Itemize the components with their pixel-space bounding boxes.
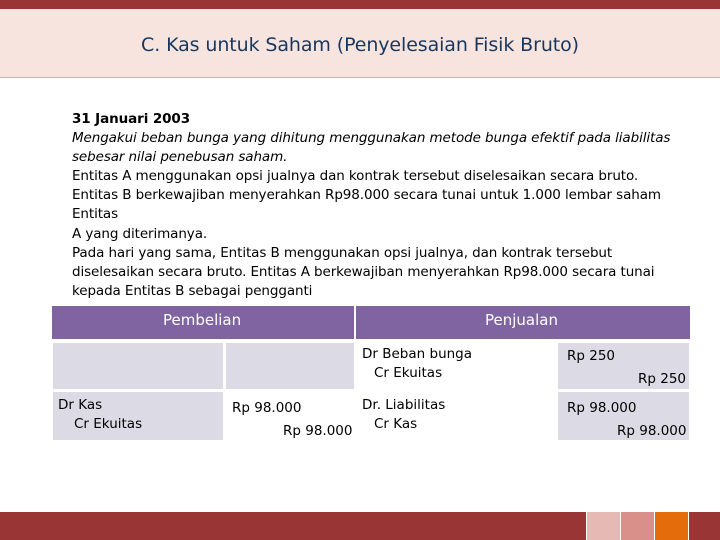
header-penjualan-label: Penjualan <box>485 311 558 329</box>
body-line-3: Entitas <box>72 206 119 223</box>
footer-block-dark-red <box>689 512 720 540</box>
row1-penjualan-cr: Cr Ekuitas <box>374 365 443 381</box>
row2-pembelian-debit: Rp 98.000 <box>232 400 302 416</box>
row2-pembelian-credit: Rp 98.000 <box>283 423 353 439</box>
header-pembelian-label: Pembelian <box>163 311 242 329</box>
row1-penjualan-credit: Rp 250 <box>638 371 687 387</box>
body-line-2: Entitas B berkewajiban menyerahkan Rp98.000 secara tunai untuk 1.000 lembar saham <box>72 187 661 204</box>
row2-pembelian-cr: Cr Ekuitas <box>74 416 143 432</box>
row1-pembelian-amount-cell <box>225 342 355 390</box>
body-line-1: Entitas A menggunakan opsi jualnya dan kontrak tersebut diselesaikan secara bruto. <box>72 168 639 185</box>
footer-block-light-pink <box>587 512 620 540</box>
body-text <box>72 110 692 301</box>
body-line-6: diselesaikan secara bruto. Entitas A berkewajiban menyerahkan Rp98.000 secara tunai <box>72 263 655 280</box>
row2-penjualan-debit: Rp 98.000 <box>567 400 637 416</box>
row2-penjualan-credit: Rp 98.000 <box>617 423 687 439</box>
row2-penjualan-cr: Cr Kas <box>374 416 418 432</box>
row2-pembelian-dr: Dr Kas <box>58 397 103 413</box>
body-line-5: Pada hari yang sama, Entitas B menggunakan opsi jualnya, dan kontrak tersebut <box>72 244 613 261</box>
body-italic-line-2: sebesar nilai penebusan saham. <box>72 149 288 166</box>
date-heading: 31 Januari 2003 <box>72 111 191 127</box>
footer-block-mid-pink <box>621 512 654 540</box>
footer-block-orange <box>655 512 688 540</box>
row2-penjualan-dr: Dr. Liabilitas <box>362 397 446 413</box>
body-italic-line-1: Mengakui beban bunga yang dihitung menggunakan metode bunga efektif pada liabilitas <box>72 130 671 147</box>
row1-penjualan-dr: Dr Beban bunga <box>362 346 473 362</box>
row1-pembelian-account-cell <box>52 342 224 390</box>
slide-title: C. Kas untuk Saham (Penyelesaian Fisik Bruto) <box>141 34 579 56</box>
body-line-4: A yang diterimanya. <box>72 225 208 242</box>
row1-penjualan-debit: Rp 250 <box>567 348 616 364</box>
top-accent-strip <box>0 0 720 9</box>
body-line-7: kepada Entitas B sebagai pengganti <box>72 282 313 299</box>
footer-bar-main <box>0 512 586 540</box>
